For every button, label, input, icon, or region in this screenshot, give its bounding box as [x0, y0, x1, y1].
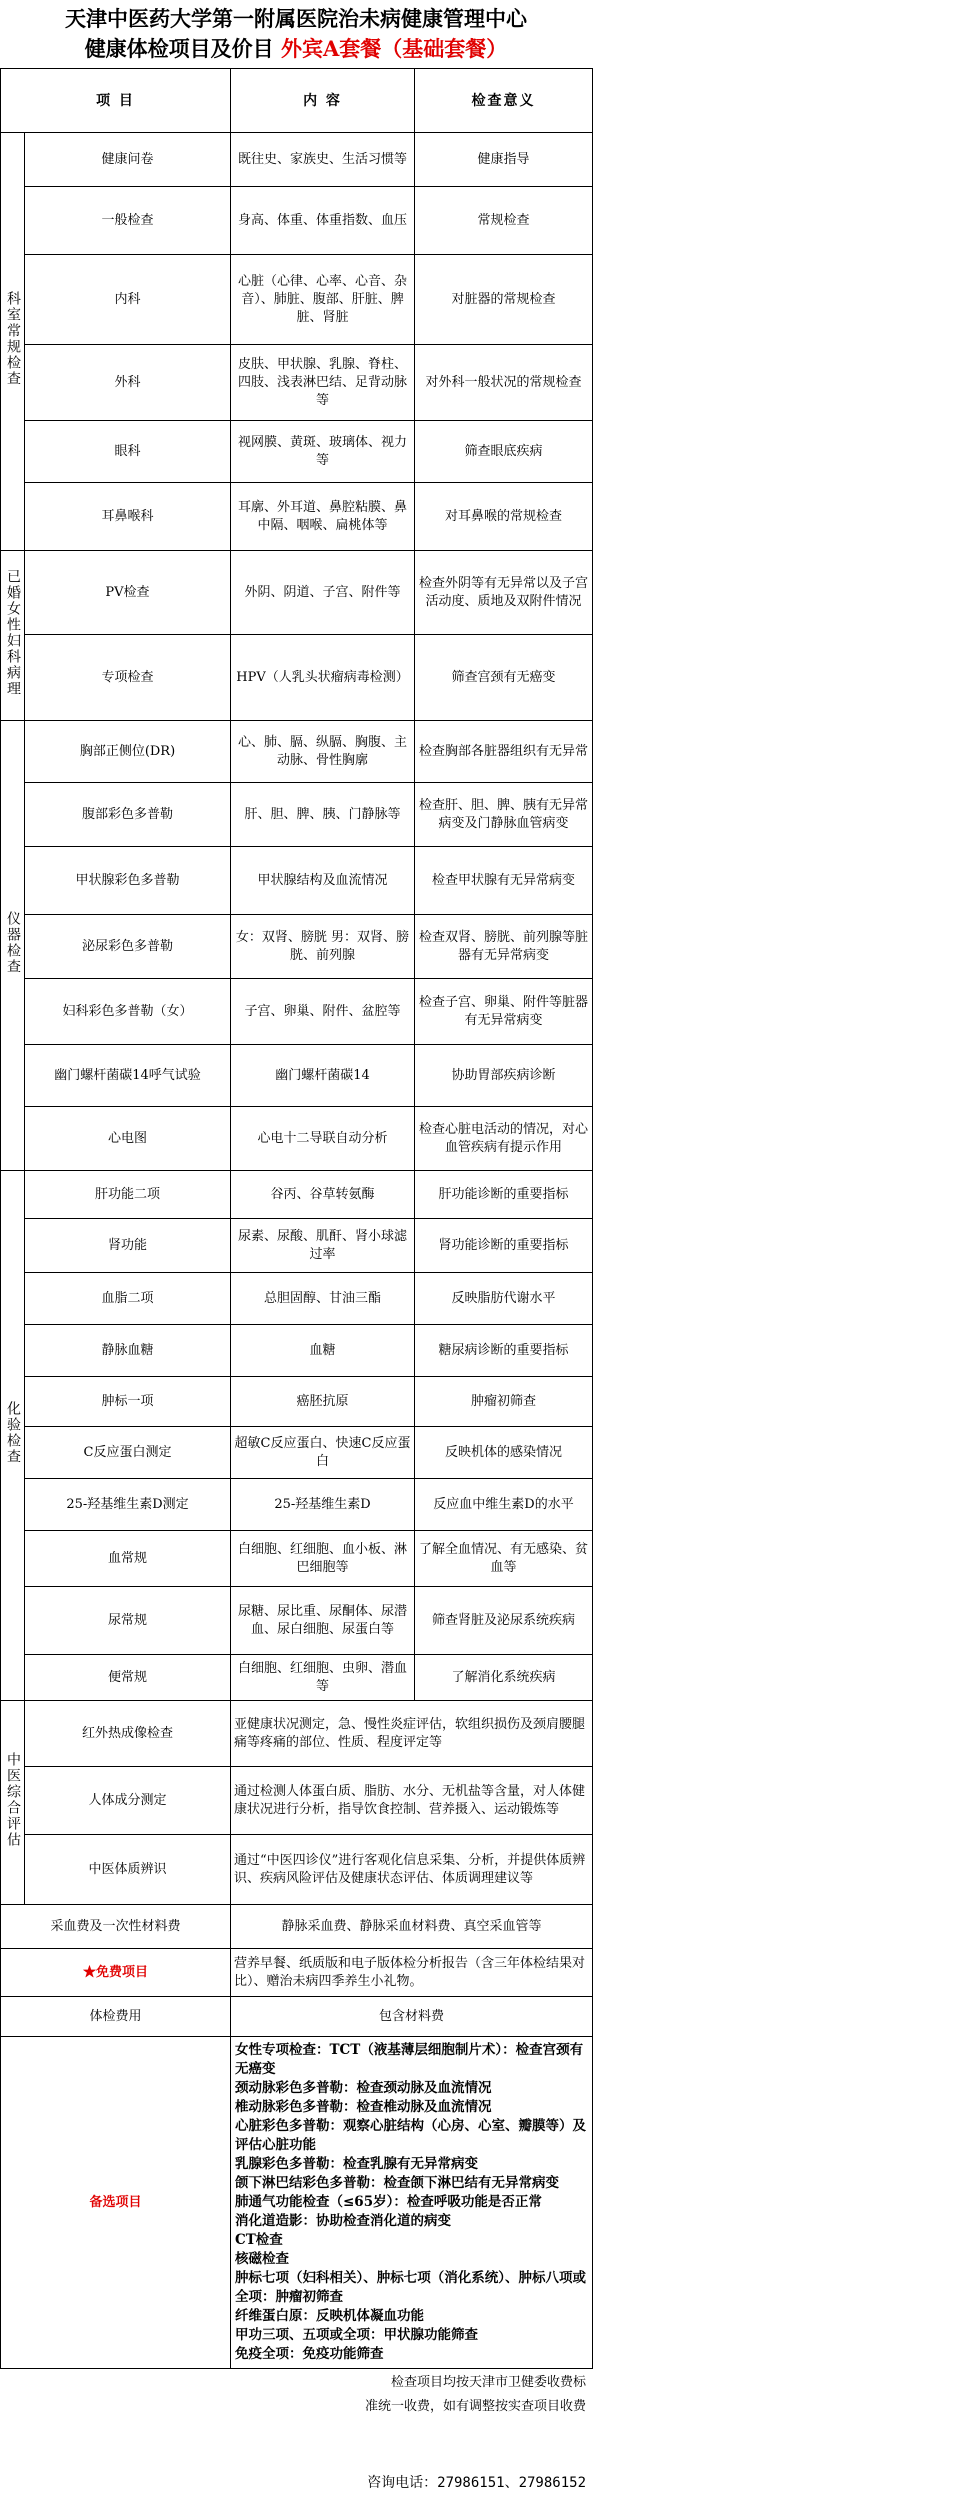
item-meaning: 反映机体的感染情况 [415, 1427, 593, 1479]
item-content: 既往史、家族史、生活习惯等 [231, 133, 415, 187]
table-row [1, 721, 593, 783]
category-label [1, 551, 25, 721]
item-content: HPV（人乳头状瘤病毒检测） [231, 635, 415, 721]
item-name: 25-羟基维生素D测定 [25, 1479, 231, 1531]
category-label [1, 1701, 25, 1905]
table-row [1, 133, 593, 187]
table-row [1, 1479, 593, 1531]
optional-item: 肺通气功能检查（≤65岁）：检查呼吸功能是否正常 [235, 2194, 542, 2210]
optional-item: 消化道造影：协助检查消化道的病变 [235, 2213, 451, 2229]
item-meaning: 检查肝、胆、脾、胰有无异常病变及门静脉血管病变 [415, 783, 593, 847]
table-row [1, 979, 593, 1045]
header-item: 项 目 [1, 69, 231, 133]
item-meaning: 检查外阴等有无异常以及子宫活动度、质地及双附件情况 [415, 551, 593, 635]
item-content: 心电十二导联自动分析 [231, 1107, 415, 1171]
item-meaning: 健康指导 [415, 133, 593, 187]
table-row [1, 635, 593, 721]
category-label [1, 1171, 25, 1701]
item-content: 甲状腺结构及血流情况 [231, 847, 415, 915]
optional-row [1, 2037, 593, 2369]
table-row [1, 1219, 593, 1273]
item-meaning: 了解消化系统疾病 [415, 1655, 593, 1701]
category-text: 化验检查 [5, 1401, 21, 1465]
item-meaning: 对脏器的常规检查 [415, 255, 593, 345]
item-content: 子宫、卵巢、附件、盆腔等 [231, 979, 415, 1045]
item-meaning: 反映脂肪代谢水平 [415, 1273, 593, 1325]
item-name: 外科 [25, 345, 231, 421]
subtitle-prefix: 健康体检项目及价目 [84, 36, 274, 61]
item-meaning: 了解全血情况、有无感染、贫血等 [415, 1531, 593, 1587]
table-row [1, 1905, 593, 1949]
table-row [1, 915, 593, 979]
extra-item-name: ★免费项目 [1, 1949, 231, 1997]
item-name: 妇科彩色多普勒（女） [25, 979, 231, 1045]
item-meaning: 检查心脏电活动的情况，对心血管疾病有提示作用 [415, 1107, 593, 1171]
item-meaning: 检查双肾、膀胱、前列腺等脏器有无异常病变 [415, 915, 593, 979]
optional-item: CT检查 [235, 2232, 283, 2248]
item-name: 幽门螺杆菌碳14呼气试验 [25, 1045, 231, 1107]
item-name: 静脉血糖 [25, 1325, 231, 1377]
item-name: 一般检查 [25, 187, 231, 255]
item-name: 内科 [25, 255, 231, 345]
item-meaning: 对耳鼻喉的常规检查 [415, 483, 593, 551]
table-row [1, 1171, 593, 1219]
package-name: 外宾A套餐（基础套餐） [281, 36, 508, 61]
item-meaning: 筛查肾脏及泌尿系统疾病 [415, 1587, 593, 1655]
table-row [1, 1835, 593, 1905]
optional-item: 乳腺彩色多普勒：检查乳腺有无异常病变 [235, 2156, 478, 2172]
optional-item: 颌下淋巴结彩色多普勒：检查颌下淋巴结有无异常病变 [235, 2175, 559, 2191]
extra-item-name: 体检费用 [1, 1997, 231, 2037]
item-content: 通过“中医四诊仪”进行客观化信息采集、分析，并提供体质辨识、疾病风险评估及健康状态评估、体质调理建议等 [231, 1835, 593, 1905]
item-meaning: 肾功能诊断的重要指标 [415, 1219, 593, 1273]
item-name: PV检查 [25, 551, 231, 635]
item-name: 中医体质辨识 [25, 1835, 231, 1905]
category-text: 中医综合评估 [5, 1752, 21, 1848]
item-content: 肝、胆、脾、胰、门静脉等 [231, 783, 415, 847]
category-label [1, 721, 25, 1171]
table-row [1, 1997, 593, 2037]
item-meaning: 协助胃部疾病诊断 [415, 1045, 593, 1107]
hotline: 咨询电话：27986151、27986152 [367, 2475, 586, 2491]
item-meaning: 筛查眼底疾病 [415, 421, 593, 483]
table-row [1, 1767, 593, 1835]
fee-note-line2: 准统一收费，如有调整按实查项目收费 [364, 2399, 586, 2414]
exam-table [0, 68, 593, 2369]
item-meaning: 筛查宫颈有无癌变 [415, 635, 593, 721]
optional-item: 肿标七项（妇科相关）、肿标七项（消化系统）、肿标八项或全项：肿瘤初筛查 [235, 2270, 586, 2305]
optional-item: 甲功三项、五项或全项：甲状腺功能筛查 [235, 2327, 478, 2343]
table-row [1, 1325, 593, 1377]
optional-item: 核磁检查 [235, 2251, 289, 2267]
item-name: 心电图 [25, 1107, 231, 1171]
item-meaning: 糖尿病诊断的重要指标 [415, 1325, 593, 1377]
item-content: 视网膜、黄斑、玻璃体、视力等 [231, 421, 415, 483]
item-content: 皮肤、甲状腺、乳腺、脊柱、四肢、浅表淋巴结、足背动脉等 [231, 345, 415, 421]
item-content: 总胆固醇、甘油三酯 [231, 1273, 415, 1325]
optional-item: 纤维蛋白原：反映机体凝血功能 [235, 2308, 424, 2324]
table-row [1, 1531, 593, 1587]
table-row [1, 1273, 593, 1325]
header-meaning: 检查意义 [415, 69, 593, 133]
item-name: 便常规 [25, 1655, 231, 1701]
item-content: 白细胞、红细胞、虫卵、潜血等 [231, 1655, 415, 1701]
item-name: 专项检查 [25, 635, 231, 721]
item-content: 癌胚抗原 [231, 1377, 415, 1427]
item-meaning: 肿瘤初筛查 [415, 1377, 593, 1427]
category-label [1, 133, 25, 551]
item-content: 白细胞、红细胞、血小板、淋巴细胞等 [231, 1531, 415, 1587]
item-name: 眼科 [25, 421, 231, 483]
extra-item-content: 包含材料费 [231, 1997, 593, 2037]
item-name: 肝功能二项 [25, 1171, 231, 1219]
optional-list [231, 2037, 593, 2369]
item-content: 谷丙、谷草转氨酶 [231, 1171, 415, 1219]
table-row [1, 1949, 593, 1997]
item-meaning: 检查甲状腺有无异常病变 [415, 847, 593, 915]
item-content: 尿糖、尿比重、尿酮体、尿潜血、尿白细胞、尿蛋白等 [231, 1587, 415, 1655]
item-name: 泌尿彩色多普勒 [25, 915, 231, 979]
item-name: 红外热成像检查 [25, 1701, 231, 1767]
page-subtitle [0, 34, 592, 64]
optional-item: 椎动脉彩色多普勒：检查椎动脉及血流情况 [235, 2099, 492, 2115]
item-name: 血常规 [25, 1531, 231, 1587]
item-content: 25-羟基维生素D [231, 1479, 415, 1531]
category-text: 已婚女性妇科病理 [5, 569, 21, 697]
page-title: 天津中医药大学第一附属医院治未病健康管理中心 [65, 6, 527, 31]
item-content: 血糖 [231, 1325, 415, 1377]
table-row [1, 345, 593, 421]
extra-item-content: 静脉采血费、静脉采血材料费、真空采血管等 [231, 1905, 593, 1949]
table-row [1, 1045, 593, 1107]
item-name: 健康问卷 [25, 133, 231, 187]
item-content: 亚健康状况测定，急、慢性炎症评估，软组织损伤及颈肩腰腿痛等疼痛的部位、性质、程度评定等 [231, 1701, 593, 1767]
table-row [1, 1587, 593, 1655]
table-row [1, 421, 593, 483]
optional-item: 女性专项检查：TCT（液基薄层细胞制片术）：检查宫颈有无癌变 [235, 2042, 584, 2077]
item-name: 胸部正侧位(DR) [25, 721, 231, 783]
optional-item: 心脏彩色多普勒：观察心脏结构（心房、心室、瓣膜等）及评估心脏功能 [235, 2118, 586, 2153]
item-name: 血脂二项 [25, 1273, 231, 1325]
table-row [1, 1377, 593, 1427]
item-meaning: 肝功能诊断的重要指标 [415, 1171, 593, 1219]
item-content: 耳廓、外耳道、鼻腔粘膜、鼻中隔、咽喉、扁桃体等 [231, 483, 415, 551]
item-content: 超敏C反应蛋白、快速C反应蛋白 [231, 1427, 415, 1479]
item-name: 耳鼻喉科 [25, 483, 231, 551]
table-row [1, 1701, 593, 1767]
item-content: 身高、体重、体重指数、血压 [231, 187, 415, 255]
extra-item-name: 采血费及一次性材料费 [1, 1905, 231, 1949]
item-meaning: 常规检查 [415, 187, 593, 255]
optional-label: 备选项目 [1, 2037, 231, 2369]
item-meaning: 检查子宫、卵巢、附件等脏器有无异常病变 [415, 979, 593, 1045]
table-row [1, 1427, 593, 1479]
item-content: 女：双肾、膀胱 男：双肾、膀胱、前列腺 [231, 915, 415, 979]
table-header-row [1, 69, 593, 133]
table-row [1, 551, 593, 635]
item-name: 尿常规 [25, 1587, 231, 1655]
table-row [1, 187, 593, 255]
item-content: 心脏（心律、心率、心音、杂音）、肺脏、腹部、肝脏、脾脏、肾脏 [231, 255, 415, 345]
item-name: 腹部彩色多普勒 [25, 783, 231, 847]
table-row [1, 483, 593, 551]
item-meaning: 检查胸部各脏器组织有无异常 [415, 721, 593, 783]
exam-table-body [1, 69, 593, 2369]
header-content: 内 容 [231, 69, 415, 133]
item-meaning: 对外科一般状况的常规检查 [415, 345, 593, 421]
item-name: 甲状腺彩色多普勒 [25, 847, 231, 915]
table-row [1, 783, 593, 847]
item-meaning: 反应血中维生素D的水平 [415, 1479, 593, 1531]
table-row [1, 1107, 593, 1171]
table-row [1, 1655, 593, 1701]
item-name: 人体成分测定 [25, 1767, 231, 1835]
table-row [1, 255, 593, 345]
item-content: 通过检测人体蛋白质、脂肪、水分、无机盐等含量，对人体健康状况进行分析，指导饮食控制、营养摄入、运动锻炼等 [231, 1767, 593, 1835]
item-name: C反应蛋白测定 [25, 1427, 231, 1479]
optional-item: 免疫全项：免疫功能筛查 [235, 2346, 384, 2362]
extra-item-content: 营养早餐、纸质版和电子版体检分析报告（含三年体检结果对比）、赠治未病四季养生小礼物。 [231, 1949, 593, 1997]
item-name: 肾功能 [25, 1219, 231, 1273]
item-content: 尿素、尿酸、肌酐、肾小球滤过率 [231, 1219, 415, 1273]
category-text: 科室常规检查 [5, 291, 21, 387]
fee-note-line1: 检查项目均按天津市卫健委收费标 [390, 2375, 586, 2390]
item-content: 幽门螺杆菌碳14 [231, 1045, 415, 1107]
item-content: 心、肺、膈、纵膈、胸腹、主动脉、骨性胸廓 [231, 721, 415, 783]
item-content: 外阴、阴道、子宫、附件等 [231, 551, 415, 635]
optional-item: 颈动脉彩色多普勒：检查颈动脉及血流情况 [235, 2080, 492, 2096]
category-text: 仪器检查 [5, 911, 21, 975]
table-row [1, 847, 593, 915]
item-name: 肿标一项 [25, 1377, 231, 1427]
